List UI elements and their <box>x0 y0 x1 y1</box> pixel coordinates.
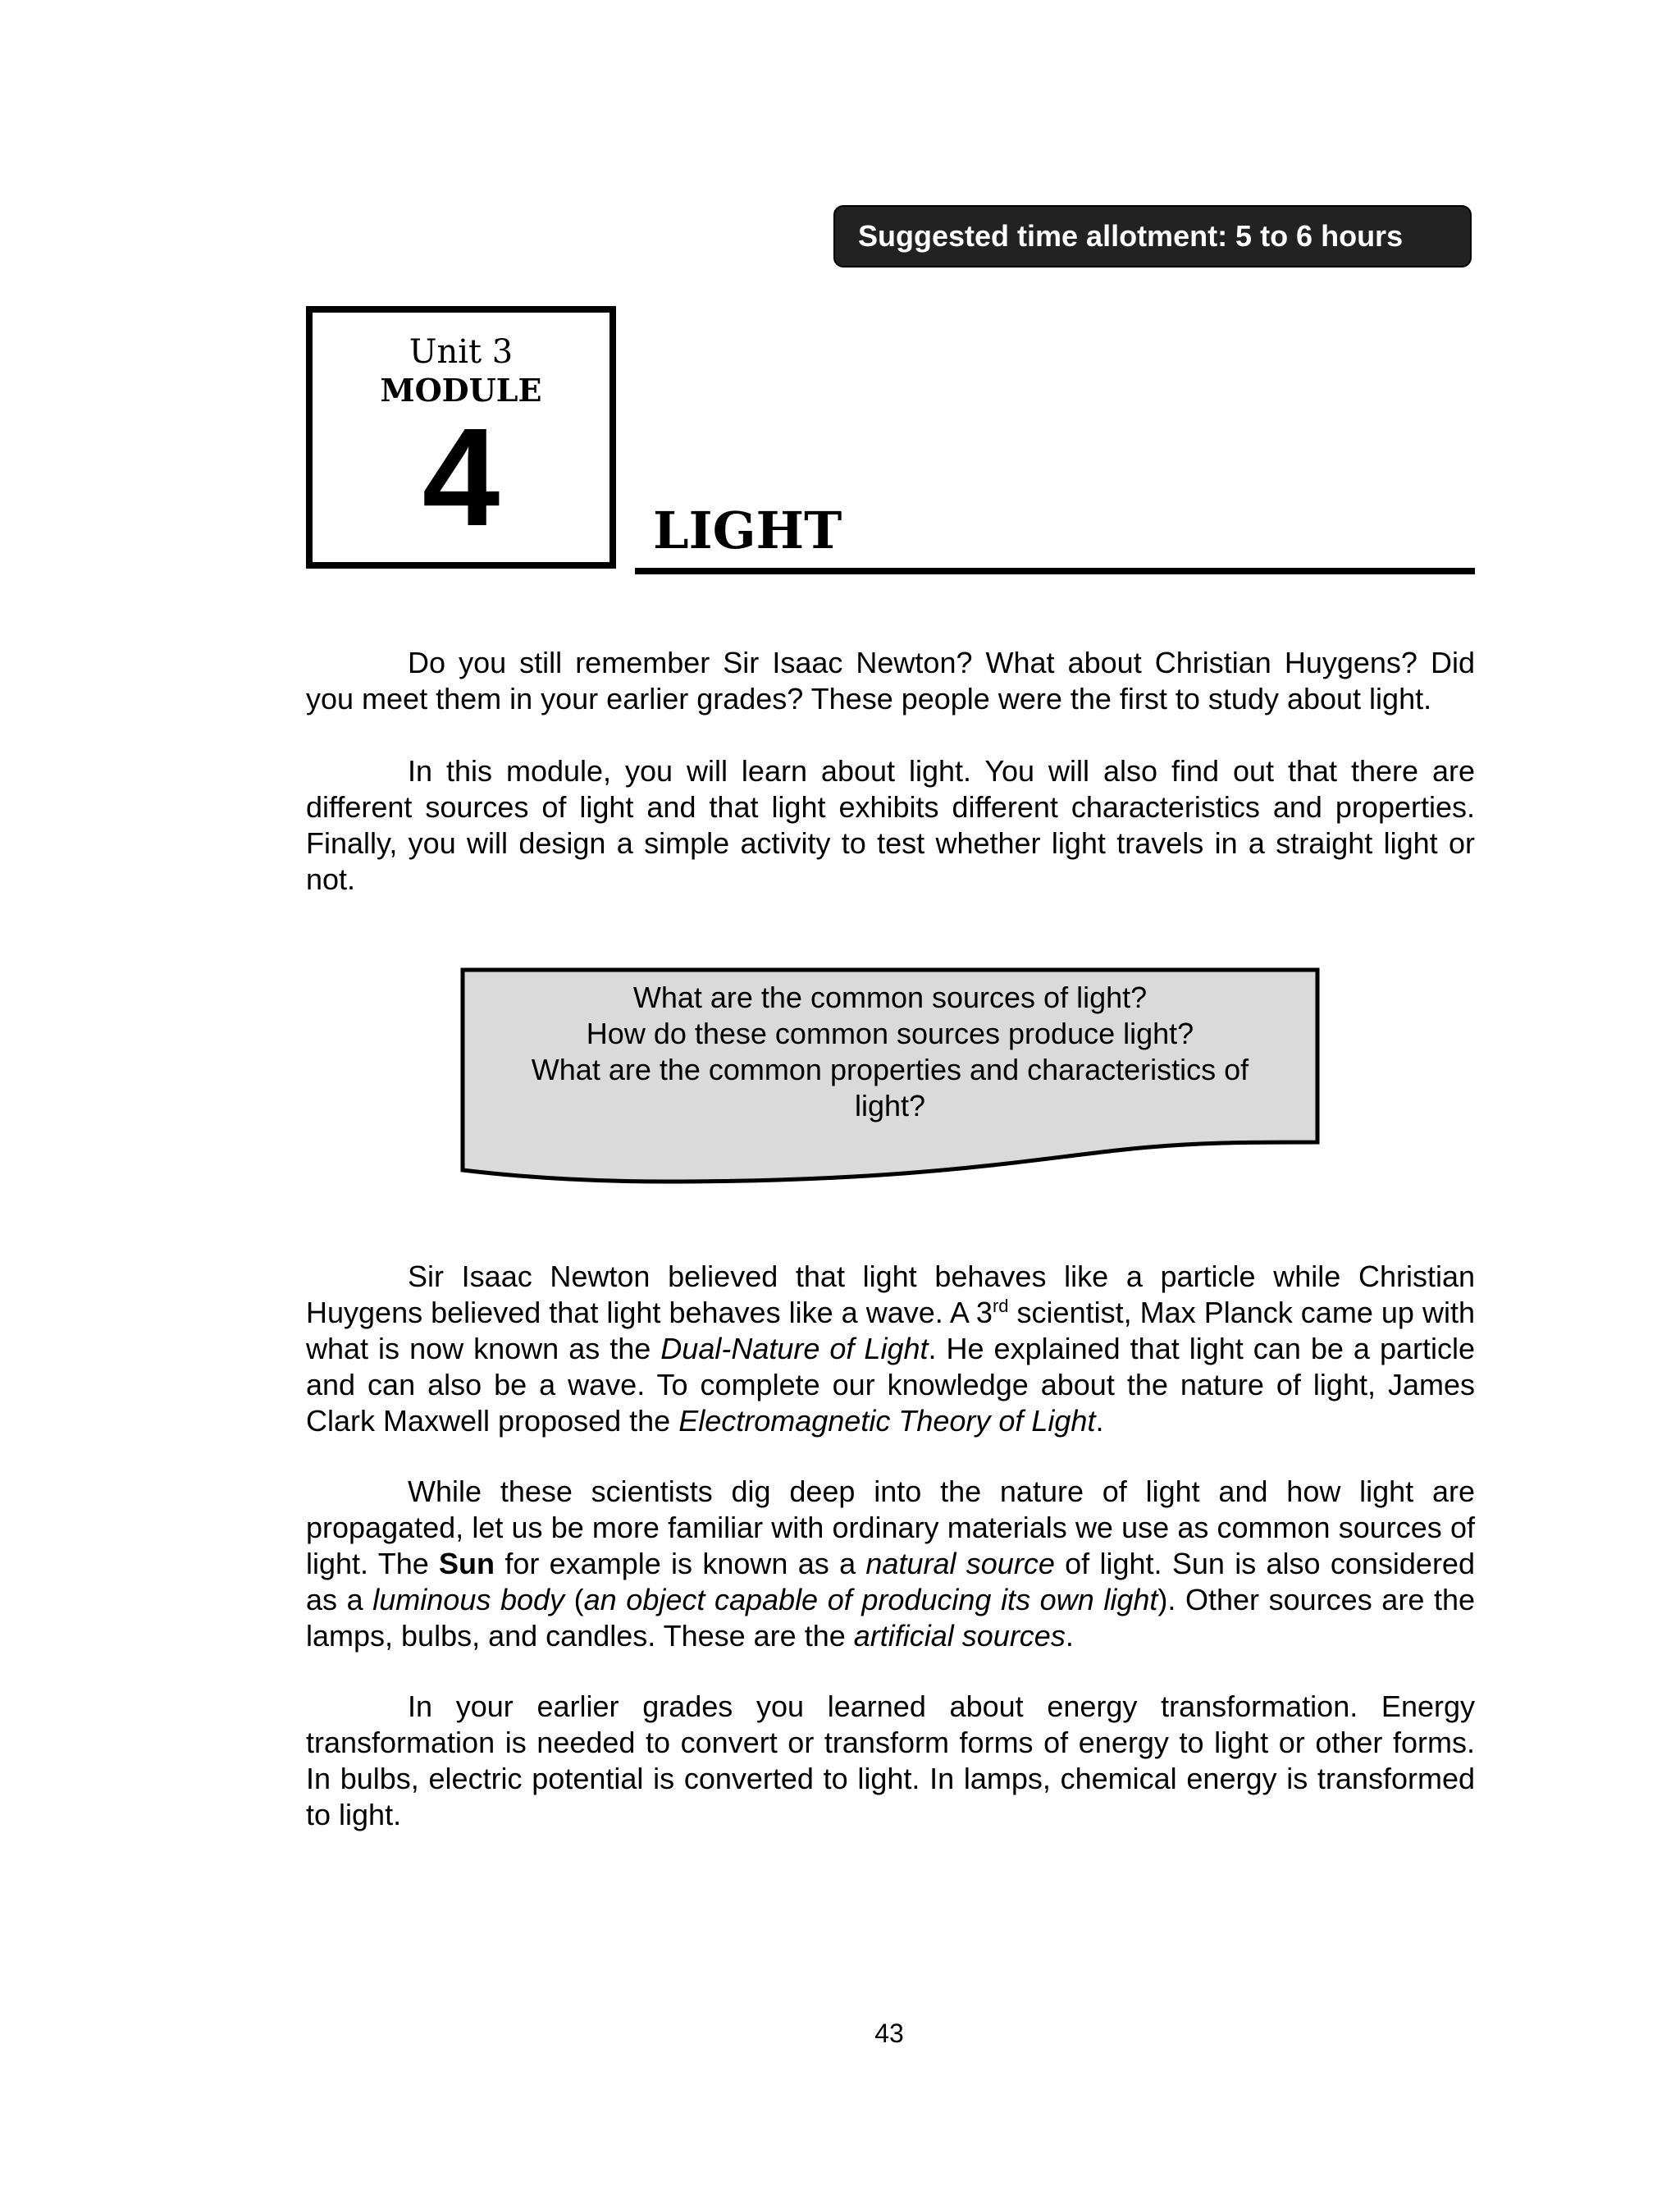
guide-question-3: What are the common properties and characteristics of light? <box>531 1053 1249 1122</box>
term-electromagnetic-theory: Electromagnetic Theory of Light <box>678 1404 1096 1438</box>
term-luminous-body: luminous body <box>372 1583 565 1616</box>
module-number: 4 <box>422 400 500 556</box>
module-label-box <box>306 306 616 569</box>
guide-questions-text <box>492 980 1288 1124</box>
time-allotment-badge: Suggested time allotment: 5 to 6 hours <box>833 205 1472 267</box>
term-natural-source: natural source <box>865 1547 1055 1580</box>
body-paragraph-sources: While these scientists dig deep into the nature of light and how light are propagated, let us be more familiar with ordinary materials we use as common sources of light. The Sun for example is known as a natural source of light. Sun is also considered as a luminous body (an object capable of producing its own light). Other sources are the lamps, bulbs, and candles. These are the artificial sources. <box>306 1474 1476 1653</box>
title-underline <box>635 568 1475 574</box>
guide-question-1: What are the common sources of light? <box>632 981 1148 1014</box>
guide-question-2: How do these common sources produce light? <box>586 1017 1194 1050</box>
intro-paragraph-2: In this module, you will learn about light. You will also find out that there are different sources of light and that light exhibits different characteristics and properties. Finally, you will design a simple activity to test whether light travels in a straight light or not. <box>306 754 1475 896</box>
term-sun: Sun <box>439 1547 495 1580</box>
page-title: LIGHT <box>653 501 842 560</box>
term-definition: an object capable of producing its own light <box>583 1583 1158 1616</box>
term-dual-nature: Dual-Nature of Light <box>660 1332 929 1365</box>
term-artificial-sources: artificial sources <box>853 1619 1066 1653</box>
body-paragraph-energy: In your earlier grades you learned about energy transformation. Energy transformation is needed to convert or transform forms of energy to light or other forms. In bulbs, electric potential is converted to light. In lamps, chemical energy is transformed to light. <box>306 1689 1475 1831</box>
body-paragraph-nature-of-light: Sir Isaac Newton believed that light behaves like a particle while Christian Huygens believed that light behaves like a wave. A 3rd scientist, Max Planck came up with what is now known as the Dual-Nature of Light. He explained that light can be a particle and can also be a wave. To complete our knowledge about the nature of light, James Clark Maxwell proposed the Electromagnetic Theory of Light. <box>306 1260 1475 1438</box>
unit-label: Unit 3 <box>409 333 514 371</box>
page-number: 43 <box>874 2019 904 2048</box>
ordinal-superscript: rd <box>992 1296 1009 1316</box>
module-label: MODULE <box>380 372 542 409</box>
guide-questions-box <box>459 967 1321 1188</box>
intro-paragraph-1: Do you still remember Sir Isaac Newton? What about Christian Huygens? Did you meet them in your earlier grades? These people were the first to study about light. <box>306 646 1475 716</box>
